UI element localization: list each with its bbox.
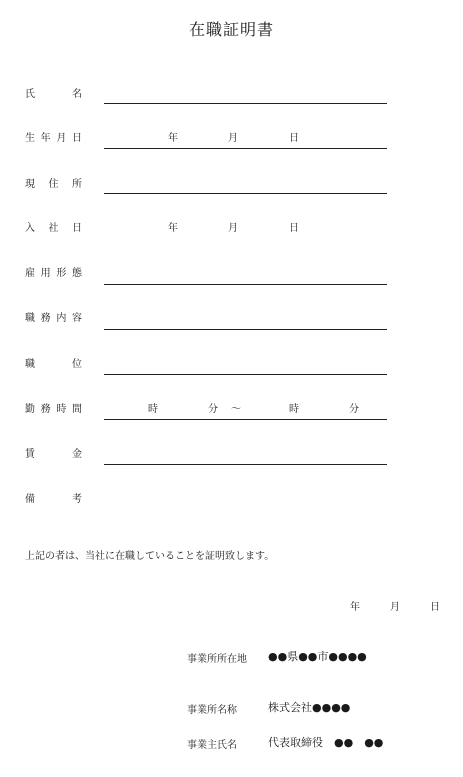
certification-statement: 上記の者は、当社に在職していることを証明致します。 <box>25 551 275 562</box>
business-owner-label: 事業主氏名 <box>187 740 237 751</box>
field-line-name[interactable] <box>104 103 387 104</box>
field-line-job-description[interactable] <box>104 329 387 330</box>
start-minute-unit: 分 <box>208 404 218 415</box>
field-label-job-description: 職 務 内 容 <box>25 313 82 324</box>
issue-year-unit: 年 <box>350 602 360 613</box>
field-label-remarks: 備 考 <box>25 494 82 505</box>
field-label-position: 職 位 <box>25 359 82 370</box>
field-label-join-date: 入 社 日 <box>25 223 82 234</box>
field-label-working-hours: 勤 務 時 間 <box>25 404 82 415</box>
document-title: 在職証明書 <box>188 20 274 39</box>
birthdate-month-unit: 月 <box>228 133 238 144</box>
birthdate-year-unit: 年 <box>168 133 178 144</box>
business-address-label: 事業所所在地 <box>187 654 247 665</box>
field-line-birthdate[interactable] <box>104 148 387 149</box>
field-line-employment-type[interactable] <box>104 284 387 285</box>
issue-month-unit: 月 <box>390 602 400 613</box>
field-line-position[interactable] <box>104 374 387 375</box>
business-address-value: ●●県●●市●●●● <box>268 650 367 663</box>
join-date-month-unit: 月 <box>228 223 238 234</box>
end-hour-unit: 時 <box>289 404 299 415</box>
time-range-tilde: ～ <box>231 404 241 415</box>
end-minute-unit: 分 <box>349 404 359 415</box>
field-line-wage[interactable] <box>104 464 387 465</box>
birthdate-day-unit: 日 <box>289 133 299 144</box>
field-line-address[interactable] <box>104 193 387 194</box>
business-name-label: 事業所名称 <box>187 705 237 716</box>
issue-day-unit: 日 <box>430 602 440 613</box>
start-hour-unit: 時 <box>148 404 158 415</box>
join-date-day-unit: 日 <box>289 223 299 234</box>
field-label-name: 氏 名 <box>25 89 82 100</box>
field-label-wage: 賃 金 <box>25 449 82 460</box>
join-date-year-unit: 年 <box>168 223 178 234</box>
field-label-birthdate: 生 年 月 日 <box>25 133 82 144</box>
field-line-working-hours[interactable] <box>104 419 387 420</box>
field-label-address: 現 住 所 <box>25 179 82 190</box>
business-owner-value: 代表取締役 ●● ●● <box>268 736 384 749</box>
business-name-value: 株式会社●●●● <box>268 701 351 714</box>
field-label-employment-type: 雇 用 形 態 <box>25 268 82 279</box>
